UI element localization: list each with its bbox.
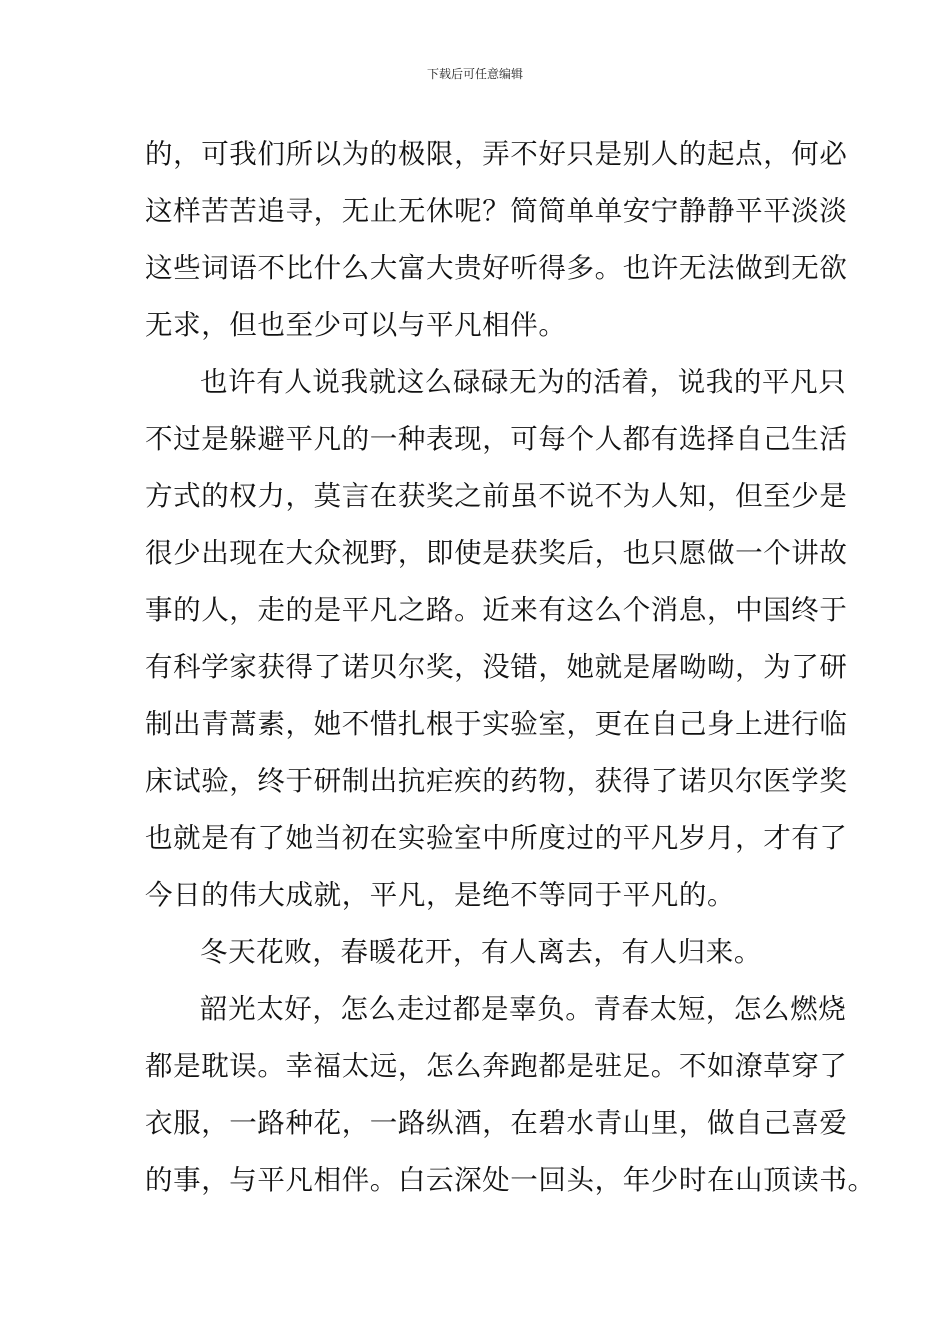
text-line-3: 这些词语不比什么大富大贵好听得多。也许无法做到无欲	[145, 252, 848, 284]
text-line-17: 都是耽误。幸福太远，怎么奔跑都是驻足。不如潦草穿了	[145, 1050, 848, 1082]
text-line-1: 的，可我们所以为的极限，弄不好只是别人的起点，何必	[145, 138, 848, 170]
text-line-7: 方式的权力，莫言在获奖之前虽不说不为人知，但至少是	[145, 480, 848, 512]
text-line-6: 不过是躲避平凡的一种表现，可每个人都有选择自己生活	[145, 423, 848, 455]
text-line-13: 也就是有了她当初在实验室中所度过的平凡岁月，才有了	[145, 822, 848, 854]
text-line-8: 很少出现在大众视野，即使是获奖后，也只愿做一个讲故	[145, 537, 848, 569]
text-line-12: 床试验，终于研制出抗疟疾的药物，获得了诺贝尔医学奖	[145, 765, 848, 797]
text-line-9: 事的人，走的是平凡之路。近来有这么个消息，中国终于	[145, 594, 848, 626]
text-line-4: 无求，但也至少可以与平凡相伴。	[145, 309, 567, 341]
text-line-5: 也许有人说我就这么碌碌无为的活着，说我的平凡只	[200, 366, 847, 398]
document-body	[145, 126, 876, 1209]
text-line-19: 的事，与平凡相伴。白云深处一回头，年少时在山顶读书。	[145, 1164, 876, 1196]
text-line-16: 韶光太好，怎么走过都是辜负。青春太短，怎么燃烧	[200, 993, 847, 1025]
text-line-10: 有科学家获得了诺贝尔奖，没错，她就是屠呦呦，为了研	[145, 651, 848, 683]
text-line-14: 今日的伟大成就，平凡，是绝不等同于平凡的。	[145, 879, 736, 911]
text-line-2: 这样苦苦追寻，无止无休呢？简简单单安宁静静平平淡淡	[145, 195, 848, 227]
text-line-11: 制出青蒿素，她不惜扎根于实验室，更在自己身上进行临	[145, 708, 848, 740]
page-header: 下载后可任意编辑	[426, 67, 523, 81]
text-line-15: 冬天花败，春暖花开，有人离去，有人归来。	[200, 936, 762, 968]
text-line-18: 衣服，一路种花，一路纵酒，在碧水青山里，做自己喜爱	[145, 1107, 848, 1139]
